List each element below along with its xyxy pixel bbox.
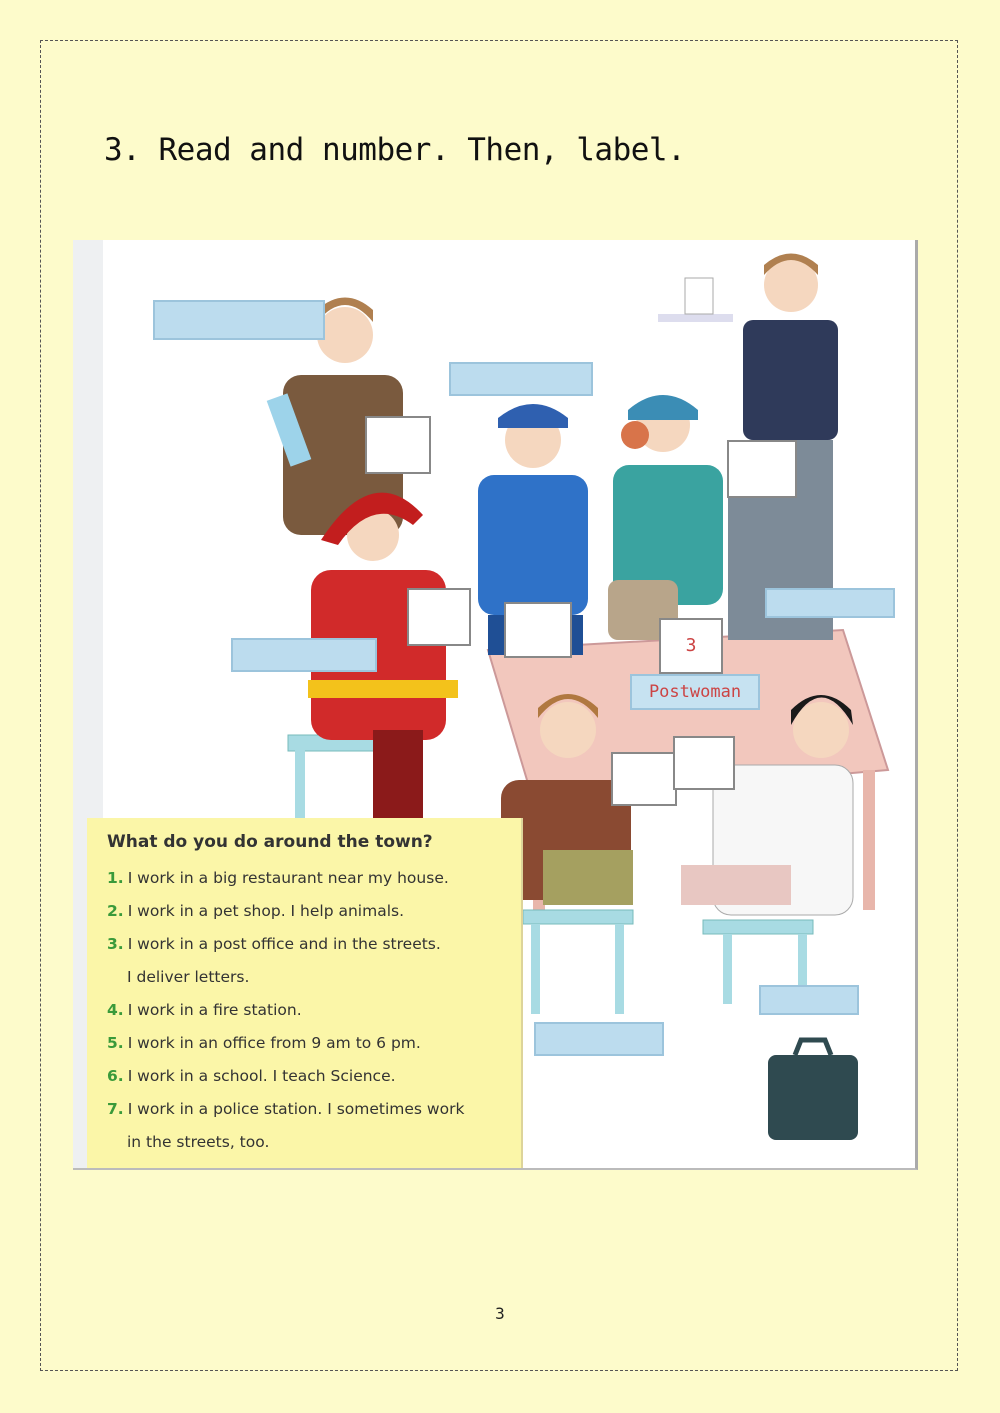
example-number-card: 3	[659, 618, 723, 674]
sentence-7-continued: in the streets, too.	[127, 1133, 270, 1151]
sentence-number: 5.	[107, 1034, 124, 1052]
number-card-office-worker[interactable]	[611, 752, 677, 806]
sentence-3	[107, 928, 521, 961]
sentence-5	[107, 1027, 521, 1060]
sentence-text: I work in a post office and in the streets.	[127, 935, 441, 953]
sentences-title: What do you do around the town?	[107, 832, 433, 852]
number-card-policewoman[interactable]	[504, 602, 572, 658]
policewoman	[478, 475, 588, 615]
number-card-doctor[interactable]	[673, 736, 735, 790]
exercise-heading: 3. Read and number. Then, label.	[104, 132, 686, 168]
sentence-number: 6.	[107, 1067, 124, 1085]
sentence-text: I work in a school. I teach Science.	[127, 1067, 396, 1085]
label-box-office-worker[interactable]	[534, 1022, 664, 1056]
sentence-number: 3.	[107, 935, 124, 953]
label-box-doctor[interactable]	[759, 985, 859, 1015]
sentence-7	[107, 1093, 521, 1126]
number-card-teacher[interactable]	[365, 416, 431, 474]
number-card-firefighter[interactable]	[407, 588, 471, 646]
label-box-firefighter[interactable]	[231, 638, 377, 672]
label-box-policewoman[interactable]	[449, 362, 593, 396]
sentence-6	[107, 1060, 521, 1093]
sentence-number: 4.	[107, 1001, 124, 1019]
sentences-box	[87, 818, 523, 1170]
briefcase	[768, 1055, 858, 1140]
sentence-number: 7.	[107, 1100, 124, 1118]
sentence-text: I work in a police station. I sometimes work	[127, 1100, 465, 1118]
sentence-2	[107, 895, 521, 928]
sentence-text: I work in a pet shop. I help animals.	[127, 902, 405, 920]
sentence-text: I work in a fire station.	[127, 1001, 302, 1019]
page-number: 3	[495, 1304, 505, 1323]
sentence-3-continued: I deliver letters.	[127, 968, 250, 986]
sentence-text: I work in a big restaurant near my house.	[127, 869, 449, 887]
sentence-text: I work in an office from 9 am to 6 pm.	[127, 1034, 421, 1052]
sentence-number: 2.	[107, 902, 124, 920]
label-box-teacher[interactable]	[153, 300, 325, 340]
number-card-waiter[interactable]	[727, 440, 797, 498]
sentence-number: 1.	[107, 869, 124, 887]
waiter	[743, 320, 838, 440]
example-label-card: Postwoman	[630, 674, 760, 710]
sentence-4	[107, 994, 521, 1027]
illustration	[73, 240, 918, 1170]
sentence-1	[107, 862, 521, 895]
label-box-waiter[interactable]	[765, 588, 895, 618]
